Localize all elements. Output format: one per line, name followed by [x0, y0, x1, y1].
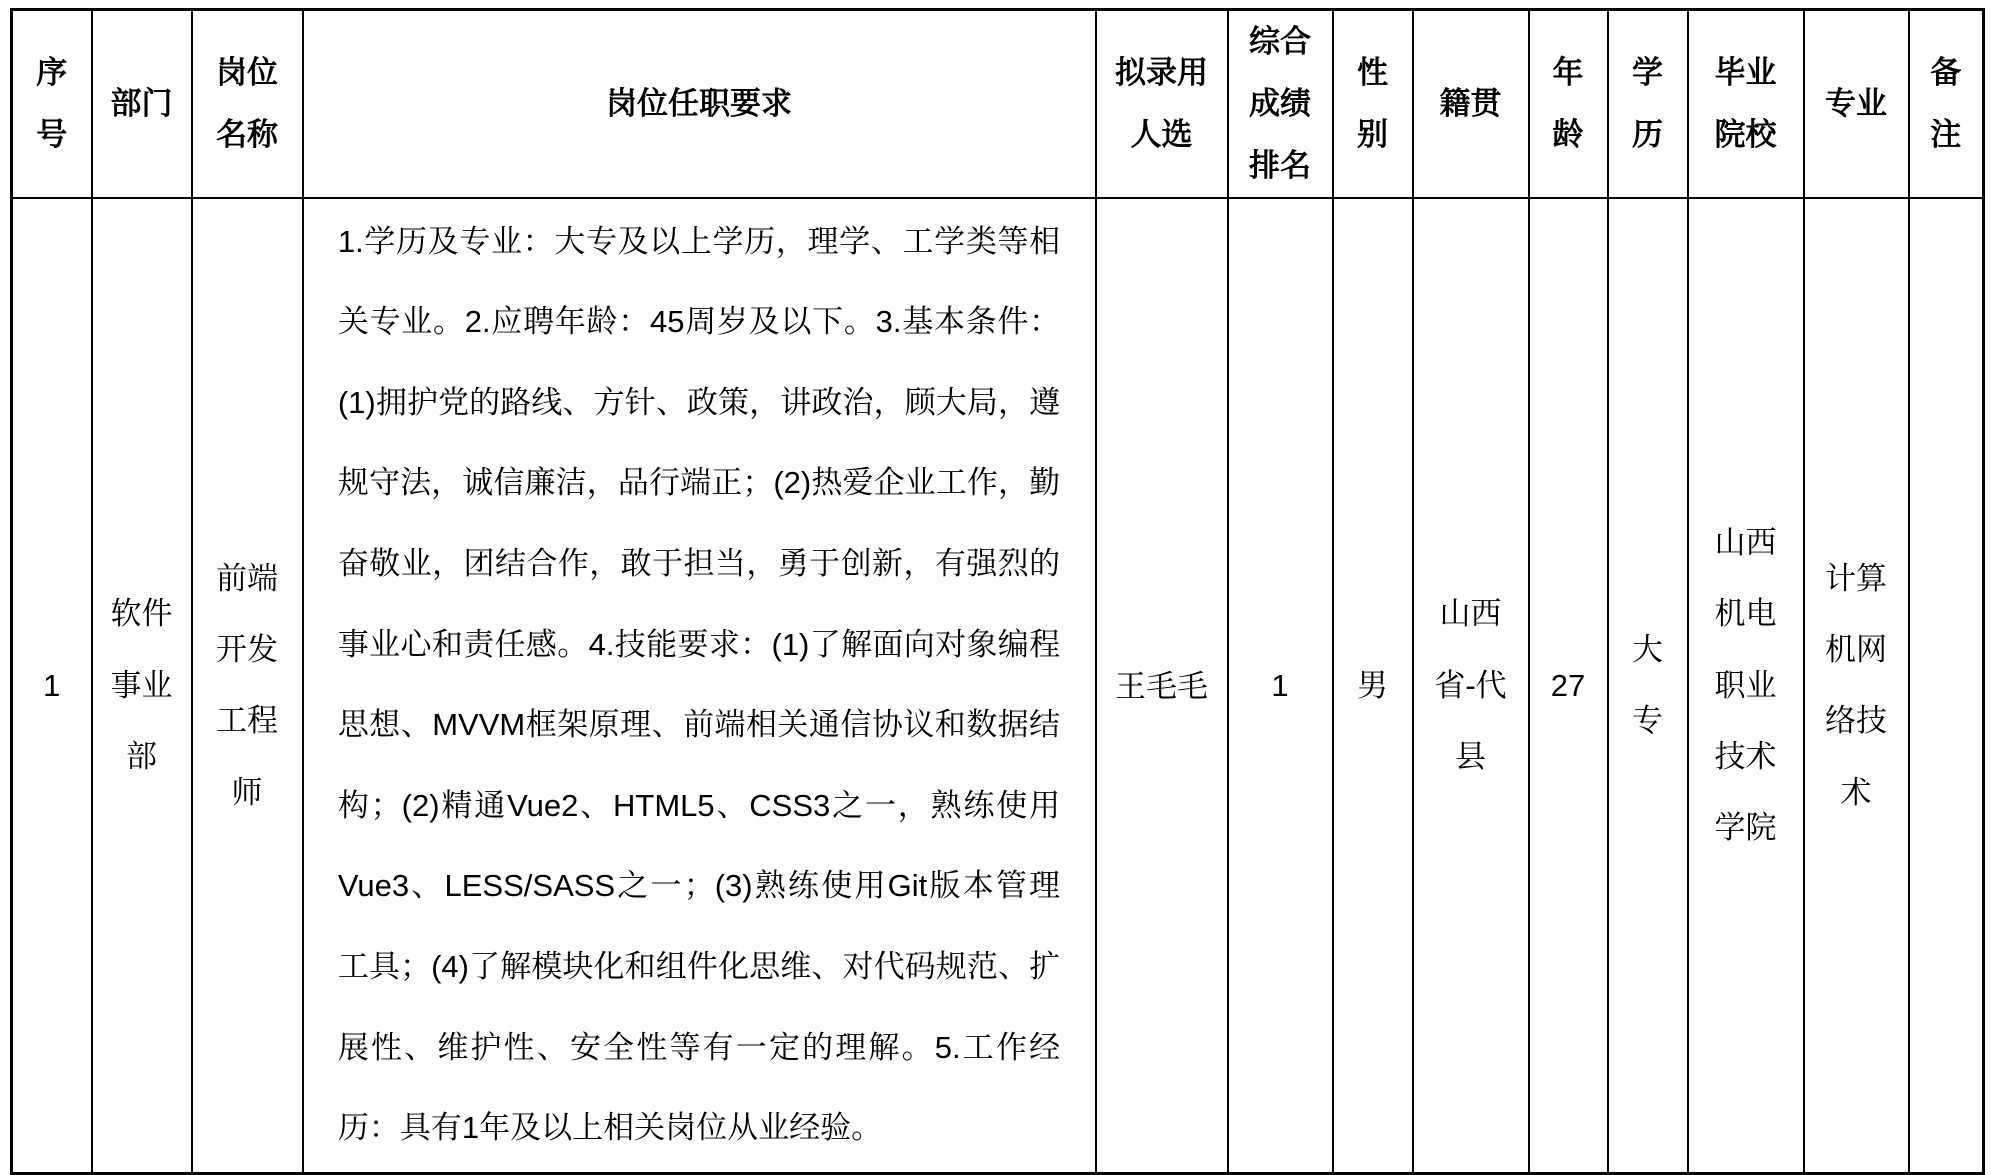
header-cell-rank: [1228, 10, 1333, 199]
header-cell-education: [1608, 10, 1688, 199]
recruitment-table-container: [10, 8, 1985, 1175]
header-label-serial: 序号: [36, 55, 68, 152]
requirements-text: 1.学历及专业：大专及以上学历，理学、工学类等相关专业。2.应聘年龄：45周岁及以下。3.基本条件：(1)拥护党的路线、方针、政策，讲政治，顾大局，遵规守法，诚信廉洁，品行端正；(2)热爱企业工作，勤奋敬业，团结合作，敢于担当，勇于创新，有强烈的事业心和责任感。4.技能要求：(1)了解面向对象编程思想、MVVM框架原理、前端相关通信协议和数据结构；(2)精通Vue2、HTML5、CSS3之一，熟练使用Vue3、LESS/SASS之一；(3)熟练使用Git版本管理工具；(4)了解模块化和组件化思维、对代码规范、扩展性、维护性、安全性等有一定的理解。5.工作经历：具有1年及以上相关岗位从业经验。: [337, 223, 1061, 1146]
header-label-department: 部门: [110, 86, 173, 121]
native-place-value: 山西省-代县: [1434, 596, 1507, 774]
header-label-position: 岗位名称: [215, 55, 278, 152]
header-cell-serial: [12, 10, 92, 199]
position-value: 前端开发工程师: [215, 560, 278, 810]
table-header-row: [12, 10, 1984, 199]
header-cell-position: [192, 10, 303, 199]
recruitment-table: [10, 8, 1985, 1175]
cell-school: [1688, 198, 1804, 1173]
table-row: [12, 198, 1984, 1173]
gender-value: 男: [1357, 667, 1388, 703]
header-label-school: 毕业院校: [1714, 55, 1777, 152]
major-value: 计算机网络技术: [1824, 560, 1887, 810]
header-label-remarks: 备注: [1930, 55, 1962, 152]
cell-gender: [1333, 198, 1413, 1173]
cell-position: [192, 198, 303, 1173]
header-cell-requirements: [303, 10, 1096, 199]
header-cell-candidate: [1096, 10, 1228, 199]
header-cell-major: [1804, 10, 1909, 199]
cell-native-place: [1413, 198, 1529, 1173]
candidate-value: 王毛毛: [1115, 668, 1208, 704]
age-value: 27: [1550, 667, 1586, 703]
cell-remarks: [1909, 198, 1984, 1173]
cell-serial: [12, 198, 92, 1173]
rank-value: 1: [1271, 667, 1289, 703]
header-cell-gender: [1333, 10, 1413, 199]
header-label-age: 年龄: [1552, 55, 1584, 152]
education-value: 大专: [1632, 631, 1663, 739]
header-cell-department: [92, 10, 192, 199]
header-label-candidate: 拟录用人选: [1115, 55, 1208, 152]
header-cell-school: [1688, 10, 1804, 199]
header-cell-remarks: [1909, 10, 1984, 199]
header-label-major: 专业: [1825, 86, 1887, 121]
header-cell-age: [1529, 10, 1608, 199]
header-label-requirements: 岗位任职要求: [606, 86, 792, 121]
cell-major: [1804, 198, 1909, 1173]
cell-education: [1608, 198, 1688, 1173]
header-label-gender: 性别: [1357, 55, 1388, 152]
cell-age: [1529, 198, 1608, 1173]
cell-candidate: [1096, 198, 1228, 1173]
school-value: 山西机电职业技术学院: [1714, 525, 1777, 846]
header-label-native-place: 籍贯: [1439, 86, 1502, 121]
header-label-rank: 综合成绩排名: [1248, 24, 1311, 183]
cell-department: [92, 198, 192, 1173]
serial-value: 1: [43, 667, 61, 703]
header-cell-native-place: [1413, 10, 1529, 199]
cell-requirements: [303, 198, 1096, 1173]
header-label-education: 学历: [1632, 55, 1663, 152]
department-value: 软件事业部: [110, 596, 173, 774]
cell-rank: [1228, 198, 1333, 1173]
